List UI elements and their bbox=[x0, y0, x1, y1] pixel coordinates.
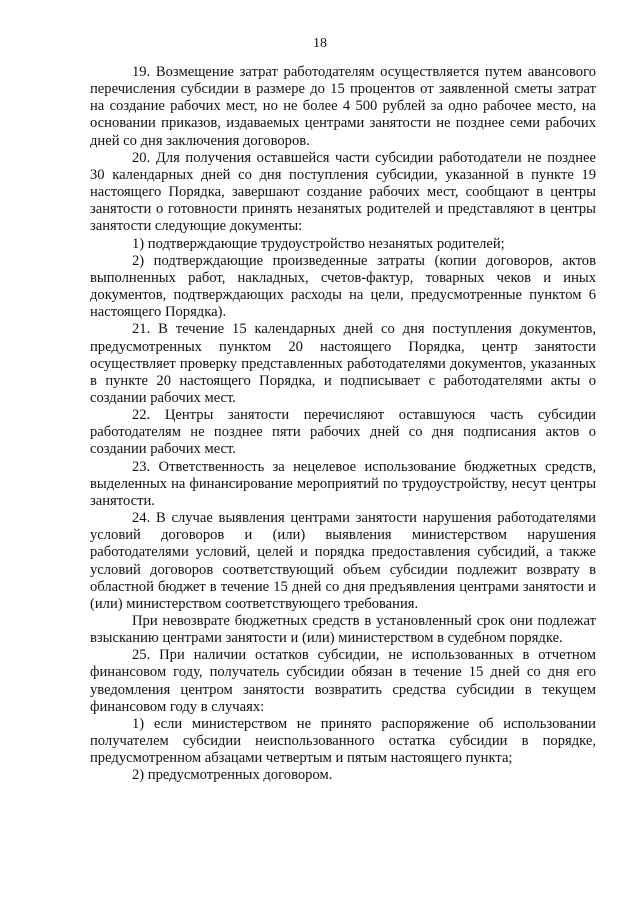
page-number: 18 bbox=[313, 36, 327, 51]
paragraph-20-item-2: 2) подтверждающие произведенные затраты (копии договоров, актов выполненных работ, накладных, счетов-фактур, товарных чеков и иных документов, подтверждающих расходы на цели, предусмотренные пунктом 6 настоящего Порядка). bbox=[90, 252, 596, 321]
paragraph-25-item-1: 1) если министерством не принято распоряжение об использовании получателем субсидии неиспользованного остатка субсидии в порядке, предусмотренном абзацами четвертым и пятым настоящего пункта; bbox=[90, 715, 596, 767]
paragraph-19: 19. Возмещение затрат работодателям осуществляется путем авансового перечисления субсидии в размере до 15 процентов от заявленной сметы затрат на создание рабочих мест, но не более 4 500 рублей за одно рабочее место, на основании приказов, издаваемых центрами занятости не позднее семи рабочих дней со дня заключения договоров. bbox=[90, 64, 596, 149]
paragraph-21: 21. В течение 15 календарных дней со дня поступления документов, предусмотренных пунктом 20 настоящего Порядка, центр занятости осуществляет проверку представленных работодателями документов, указанных в пункте 20 настоящего Порядка, и подписывает с работодателями акты о создании рабочих мест. bbox=[90, 321, 596, 406]
paragraph-20: 20. Для получения оставшейся части субсидии работодатели не позднее 30 календарных дней со дня поступления субсидии, указанной в пункте 19 настоящего Порядка, завершают создание рабочих мест, сообщают в центры занятости о готовности принять незанятых родителей и представляют в центры занятости следующие документы: bbox=[90, 149, 596, 235]
paragraph-23: 23. Ответственность за нецелевое использование бюджетных средств, выделенных на финансирование мероприятий по трудоустройству, несут центры занятости. bbox=[90, 458, 596, 509]
paragraph-25-item-2: 2) предусмотренных договором. bbox=[132, 767, 333, 784]
paragraph-24-continuation: При невозврате бюджетных средств в установленный срок они подлежат взысканию центрами занятости и (или) министерством в судебном порядке. bbox=[90, 613, 596, 647]
paragraph-22: 22. Центры занятости перечисляют оставшуюся часть субсидии работодателям не позднее пяти рабочих дней со дня подписания актов о создании рабочих мест. bbox=[90, 407, 596, 458]
paragraph-20-item-1: 1) подтверждающие трудоустройство незанятых родителей; bbox=[132, 235, 505, 252]
paragraph-25: 25. При наличии остатков субсидии, не использованных в отчетном финансовом году, получатель субсидии обязан в течение 15 дней со дня его уведомления центром занятости возвратить средства субсидии в текущем финансовом году в случаях: bbox=[90, 647, 596, 715]
paragraph-24: 24. В случае выявления центрами занятости нарушения работодателями условий договоров и (или) выявления министерством нарушения работодателями условий, целей и порядка предоставления субсидий, а также условий договоров соответствующий объем субсидии подлежит возврату в областной бюджет в течение 15 дней со дня предъявления центрами занятости и (или) министерством соответствующего требования. bbox=[90, 510, 596, 612]
document-body bbox=[90, 64, 596, 785]
